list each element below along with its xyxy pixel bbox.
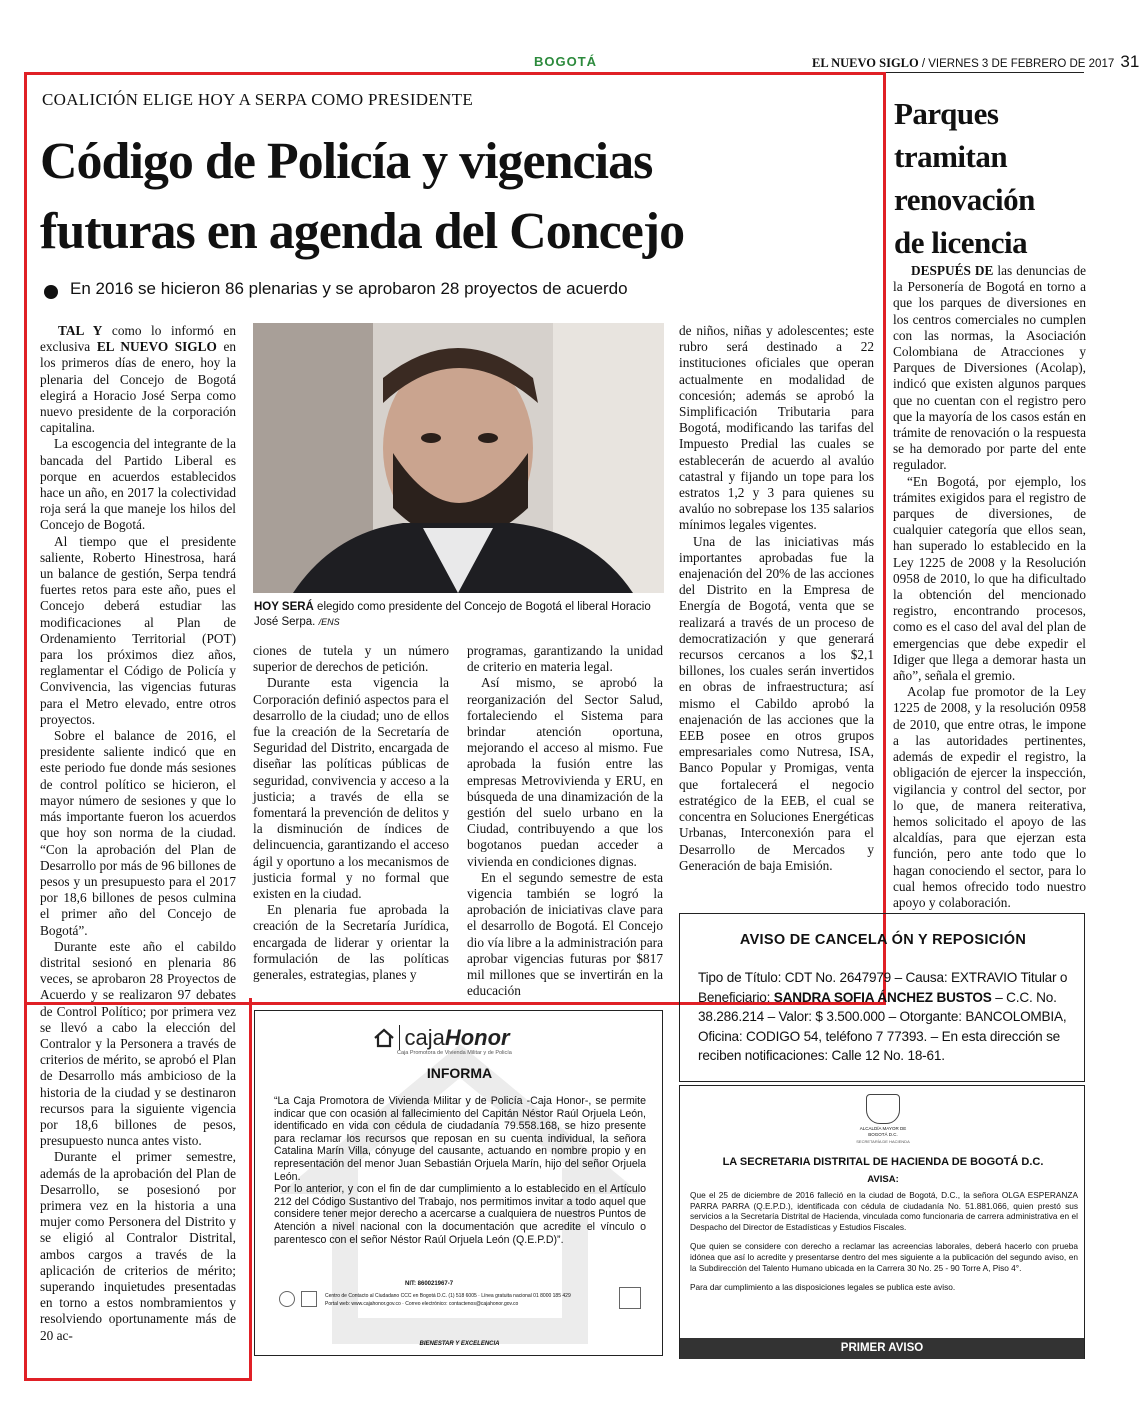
caja-tagline: Caja Promotora de Vivienda Militar y de Policía: [397, 1050, 512, 1056]
side-headline-3: renovación: [894, 182, 1035, 217]
page-number: 31: [1120, 52, 1139, 71]
side-headline-1: Parques: [894, 96, 999, 131]
side-headline: [894, 92, 1035, 264]
paper-mention: EL NUEVO SIGLO: [96, 339, 217, 355]
caja-footer: BIENESTAR Y EXCELENCIA: [419, 1341, 500, 1347]
caja-body-p2: Por lo anterior, y con el fin de dar cumplimiento a lo establecido en el Artículo 212 del Código Sustantivo del Trabajo, nos permitimos invitar a todo aquel que considere tener mejor derecho a acercarse a cualquiera de nuestros Puntos de Atención a nivel nacional con la documentación que acredite el vínculo o parentesco con el señor Néstor Raúl Orjuela León (Q.E.P.D)”.: [274, 1183, 646, 1246]
caja-title: INFORMA: [426, 1065, 493, 1081]
hacienda-p2: Que quien se considere con derecho a reclamar las acreencias laborales, deberá hacerlo con prueba idónea que así lo acredite y presentarse dentro del mes siguiente a la publicación del segundo aviso, en la Subdirección del Talento Humano ubicada en la Carrera 30 No. 25 - 90 Torre A, Piso 4°.: [690, 1241, 1078, 1273]
story-column-1: [40, 323, 236, 1383]
col2-p2: Durante esta vigencia la Corporación definió aspectos para el desarrollo de la ciudad; uno de ellos fue la creación de la Secretaría de Seguridad del Distrito, encargada de diseñar las políticas públicas de seguridad, convivencia y acceso a la justicia; a través de ella se fomentará la prevención de delitos y la disminución de índices de delincuencia, garantizando el acceso ágil y oportuno a los mecanismos de justicia formal y no formal que existen en la ciudad.: [253, 675, 449, 902]
deck: En 2016 se hicieron 86 plenarias y se aprobaron 28 proyectos de acuerdo: [70, 279, 628, 298]
aviso-line-4: Oficina: CODIGO 54, teléfono 7 77393. – En esta dirección se: [698, 1028, 1061, 1044]
col3-p1: programas, garantizando la unidad de criterio en materia legal.: [467, 643, 663, 675]
aviso-line-3: 38.286.214 – Valor: $ 3.500.000 – Otorgante: BANCOLOMBIA,: [698, 1009, 1067, 1024]
portrait-illustration: [253, 323, 664, 593]
hacienda-body: [690, 1190, 1078, 1293]
brand-caja: caja: [399, 1025, 444, 1050]
caja-body: [274, 1095, 646, 1246]
caja-logo: [373, 1025, 510, 1051]
aviso-body: [698, 968, 1083, 1066]
side-story-body: [893, 263, 1086, 910]
beneficiary-name: SANDRA SOFIA ÁNCHEZ BUSTOS: [773, 989, 992, 1005]
side-p1: las denuncias de la Personería de Bogotá en torno a que los parques de diversiones en los centros comerciales no cumplen con las normas, la Asociación Colombiana de Atracciones y Parques de Diversiones (Acolap), indicó que existen algunos parques que no cuentan con el registro pero que la mayoría de los casos están en trámite de renovación o la respuesta se ha demorado por parte del ente regulador.: [893, 263, 1086, 473]
caption-text: elegido como presidente del Concejo de Bogotá el liberal Horacio José Serpa.: [254, 601, 651, 628]
col1-p4: Sobre el balance de 2016, el presidente saliente indicó que en este periodo fue donde más sesiones de control político se hicieron, el mayor número de sesiones y que lo más importante fueron los acuerdos que hoy son norma de la ciudad. “Con la aprobación del Plan de Desarrollo por más de 96 billones de pesos y un presupuesto para el 2017 por 18,6 billones de pesos culmina el primer año del Concejo de Bogotá”.: [40, 728, 236, 938]
side-lead: DESPUÉS DE: [911, 263, 994, 278]
seal-icon-3: [619, 1287, 641, 1309]
side-headline-2: tramitan: [894, 139, 1008, 174]
story-column-3: [467, 643, 663, 998]
hacienda-p3: Para dar cumplimiento a las disposiciones legales se publica este aviso.: [690, 1282, 956, 1293]
ad-secretaria-hacienda: [679, 1085, 1085, 1359]
aviso-line-5: reciben notificaciones: Calle 12 No. 18-61.: [698, 1048, 945, 1063]
paper-name: EL NUEVO SIGLO: [812, 56, 919, 70]
section-label: BOGOTÁ: [534, 54, 598, 69]
headline-line-1: Código de Policía y vigencias: [40, 133, 653, 190]
aviso-line-1: Tipo de Título: CDT No. 2647979 – Causa: EXTRAVIO Titular o: [698, 970, 1068, 985]
news-photo: [253, 323, 664, 593]
col4-p2: Una de las iniciativas más importantes aprobadas fue la enajenación del 20% de las acciones del Distrito en la Empresa de Energía de Bogotá, venta que se realizará a través de un proceso de democratización y que generará recursos cercanos a los $2,1 billones, los cuales serán invertidos en obras de infraestructura; así mismo el Cabildo aprobó la enajenación de las acciones que la EEB posee en otros grupos empresariales como Nutresa, ISA, Banco Popular y Promigas, venta que fortalecerá el negocio estratégico de la EEB, el cual se concentra en Soluciones Energéticas Urbanas, Interconexión para el Desarrollo de Mercados y Generación de baja Emisión.: [679, 533, 874, 873]
hacienda-footer-bar: [680, 1338, 1084, 1359]
story-column-4: [679, 323, 874, 898]
col3-p3: En el segundo semestre de esta vigencia también se logró la aprobación de iniciativas clave para el desarrollo de Bogotá. El Concejo dio vía libre a la administración para aprobar vigencias futuras por $817 mil millones que se invertirán en la educación: [467, 869, 663, 999]
caja-body-p1: “La Caja Promotora de Vivienda Militar y de Policía -Caja Honor-, se permite indicar que con ocasión al fallecimiento del Capitán Néstor Raúl Orjuela León, identificado en vida con cédula de ciudadanía 79.558.168, se hizo presente para reclamar los recursos que reposan en su cuenta individual, la señora Catalina Marín Villa, cónyuge del causante, actuando en nombre propio y en representación del menor Juan Sebastián Orjuela Marín, hijo del señor Orjuela León.: [274, 1095, 646, 1183]
bogota-seal-icon: [866, 1094, 900, 1124]
photo-caption: [254, 600, 664, 630]
col1-p5: Durante este año el cabildo distrital sesionó en plenaria 86 veces, se aprobaron 28 Proyectos de Acuerdo y se realizaron 97 debates de Control Político; por primera vez se llevó a cabo la elección del Contralor y la Personera a través de criterios de mérito, se aprobó el Plan de Desarrollo más ambicioso de la historia de la ciudad y se destinaron recursos para la siguiente vigencia por 18,6 billones de pesos, presupuesto nunca antes visto.: [40, 938, 236, 1149]
secretaria-small-label: SECRETARÍA DE HACIENDA: [856, 1139, 910, 1144]
col3-p2: Así mismo, se aprobó la reorganización del Sector Salud, fortaleciendo el Sistema para brindar atención oportuna, mejorando el acceso al mismo. Fue aprobada la fusión entre las empresas Metrovivienda y ERU, en búsqueda de una dinamización de la gestión del suelo urbano en la Ciudad, contribuyendo a que los bogotanos puedan acceder a vivienda en condiciones dignas.: [467, 675, 663, 869]
side-p2: “En Bogotá, por ejemplo, los trámites exigidos para el registro de parques de diversiones, de cualquier categoría que ellos sean, han superado lo establecido en la Ley 1225 de 2008 y la Resolución 0958 de 2010, lo que ha dificultado la obtención del mencionado registro, encontrando procesos, como es el caso del aval del plan de emergencias que debe expedir el Idiger que llega a demorar hasta un año”, señala el gremio.: [893, 473, 1086, 684]
story-column-2: [253, 643, 449, 998]
ad-aviso-cancelacion: [679, 913, 1085, 1082]
hacienda-footer: PRIMER AVISO: [840, 1342, 924, 1354]
side-headline-4: de licencia: [894, 225, 1028, 260]
caja-contact: Centro de Contacto al Ciudadano CCC en Bogotá D.C. (1) 518 6005 · Línea gratuita nacional 01 8000 185 429: [325, 1293, 571, 1299]
col2-p3: En plenaria fue aprobada la creación de la Secretaría Jurídica, encargada de liderar y orientar la formulación de las políticas generales, estrategias, planes y: [253, 902, 449, 983]
photo-credit: /ENS: [318, 617, 340, 627]
headline-line-2: futuras en agenda del Concejo: [40, 203, 685, 260]
seal-icon-2: [301, 1291, 317, 1307]
caption-lead: HOY SERÁ: [254, 601, 314, 613]
col1-text: como lo informó en exclusiva: [40, 323, 236, 355]
col1-text-2: en los primeros días de enero, hoy la plenaria del Concejo de Bogotá elegirá a Horacio José Serpa como nuevo presidente de la corporación capitalina.: [40, 339, 237, 436]
deck-bullet-icon: [44, 285, 58, 299]
aviso-line-2: Beneficiario: SANDRA SOFIA ÁNCHEZ BUSTOS – C.C. No.: [698, 989, 1057, 1005]
seal-icon-1: [279, 1291, 295, 1307]
col1-p3: Al tiempo que el presidente saliente, Roberto Hinestrosa, hará un balance de gestión, Serpa tendrá fuertes retos para este año, pues el Concejo deberá estudiar las modificaciones al Plan de Ordenamiento Territorial (POT) para los próximos diez años, reglamentar el Código de Policía y Convivencia, las vigencias futuras para el Metro elevado, entre otros proyectos.: [40, 533, 236, 727]
col1-p2: La escogencia del integrante de la bancada del Partido Liberal es porque en acuerdos establecidos hace un año, en 2017 la colectividad roja será la que maneje los hilos del Concejo de Bogotá.: [40, 436, 236, 533]
caja-web: Portal web: www.cajahonor.gov.co · Correo electrónico: contactenos@cajahonor.gov.co: [325, 1301, 519, 1307]
col2-p1: ciones de tutela y un número superior de derechos de petición.: [253, 643, 449, 675]
hacienda-p1: Que el 25 de diciembre de 2016 falleció en la ciudad de Bogotá, D.C., la señora OLGA ESPERANZA PARRA PARRA (Q.E.P.D.), identificada con cédula de ciudadanía No. 51.881.066, quien prestó sus servicios a la Secretaría Distrital de Hacienda, vinculada como funcionaria de carrera administrativa en el Despacho del Director de Estadísticas y Estudios Fiscales.: [690, 1190, 1078, 1232]
issue-date: / VIERNES 3 DE FEBRERO DE 2017: [921, 58, 1115, 70]
side-p3: Acolap fue promotor de la Ley 1225 de 2008, y la resolución 0958 de 2010, que entre otras, le impone a las autoridades pertinentes, además de expedir el registro, la obligación de ejercer la inspección, vigilancia y control del sector, por lo que, de manera reiterativa, hemos solicitado el apoyo de las alcaldías, para que ejerzan esta función, pero ante todo que lo hagan conociendo el sector, para lo cual hemos ofrecido todo nuestro apoyo y colaboración.: [893, 684, 1086, 910]
hacienda-title: LA SECRETARIA DISTRITAL DE HACIENDA DE BOGOTÁ D.C.: [722, 1156, 1044, 1168]
lead-words: TAL Y: [58, 323, 103, 338]
page-folio: [812, 52, 1139, 72]
caja-nit: NIT: 860021967-7: [405, 1281, 454, 1287]
aviso-title: AVISO DE CANCELA ÓN Y REPOSICIÓN: [739, 932, 1027, 948]
brand-honor: Honor: [444, 1025, 510, 1050]
house-logo-icon: [373, 1028, 395, 1048]
hacienda-avisa: AVISA:: [867, 1174, 899, 1185]
ad-caja-honor: [254, 1010, 663, 1356]
kicker: COALICIÓN ELIGE HOY A SERPA COMO PRESIDENTE: [42, 90, 474, 109]
alcaldia-label: ALCALDÍA MAYOR DE BOGOTÁ D.C.: [859, 1126, 907, 1137]
col1-p6: Durante el primer semestre, además de la aprobación del Plan de Desarrollo, se posesionó por primera vez en la historia a una mujer como Personera del Distrito y se eligió al Contralor Distrital, ambos cargos a través de la aplicación de criterios de mérito; superando inquietudes presentadas en torno a estos nombramientos y resolviendo oportunamente más de 20 ac-: [40, 1149, 236, 1343]
col4-p1: de niños, niñas y adolescentes; este rubro será destinado a 22 instituciones oficiales que operan actualmente en modalidad de concesión; además se aprobó la Simplificación Tributaria para Bogotá, modificando las tarifas del Impuesto Predial las cuales se establecerán de acuerdo al avalúo catastral y fijando un tope para los estratos 1,2 y 3 para quienes su avalúo no sobrepase los 135 salarios mínimos legales vigentes.: [679, 323, 874, 533]
